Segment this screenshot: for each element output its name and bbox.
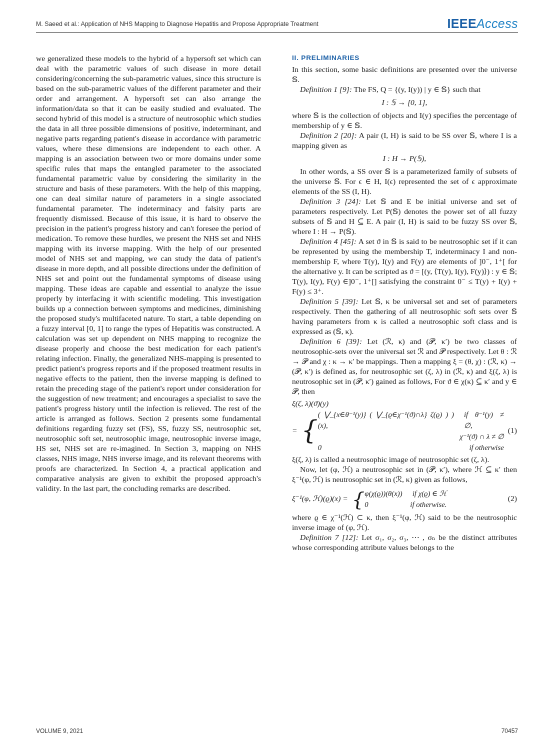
equation-1-case-3: 0	[317, 443, 322, 452]
definition-6-label: Definition 6 [39]:	[300, 337, 363, 346]
equation-2-brace: {	[351, 487, 365, 511]
definition-7-text: Let σ₁, σ₂, σ₃, ⋯ , σₙ be the distinct attributes whose corresponding attribute values belongs to the	[292, 533, 517, 552]
equation-1-cases	[318, 409, 504, 453]
equation-1	[292, 399, 517, 453]
definition-1-after: where 𝕊 is the collection of objects and I(y) specifies the percentage of membership of y ∈ 𝕊.	[292, 111, 517, 130]
definition-5-label: Definition 5 [39]:	[300, 297, 359, 306]
journal-logo	[447, 17, 518, 31]
equation-1-case-2-cond: χ⁻¹(ϑ) ∩ λ ≠ ∅	[459, 432, 504, 441]
definition-7	[292, 533, 517, 553]
header-rule	[36, 32, 518, 33]
definition-5	[292, 297, 517, 337]
definition-5-text: Let 𝕊, κ be universal set and set of parameters respectively. Then the gathering of all neutrosophic soft sets over 𝕊 having parameters from κ is called a neutrosophic soft class and is expressed as (𝕊, κ).	[292, 297, 517, 336]
after-equation-1: ξ(ζ, λ) is called a neutrosophic image of neutrosophic set (ζ, λ).	[292, 455, 490, 464]
equation-1-lhs: ξ(ζ, λ)(ϑ)(y)	[292, 399, 329, 408]
after-equation-2: where ϱ ∈ χ⁻¹(ℋ) ⊂ κ, then ξ⁻¹(φ, ℋ) said to be the neutrosophic inverse image of (φ, ℋ).	[292, 513, 517, 532]
equation-1-case-1: ( ⋁_{x∈θ⁻¹(y)} ( ⋁_{ϱ∈χ⁻¹(ϑ)∩λ} ζ(ϱ) ) )(x),	[317, 410, 454, 430]
definition-3-text: Let 𝕊 and E be initial universe and set of parameters respectively. Let P(𝕊) denotes the power set of all fuzzy subsets of 𝕊 and H ⊆ E. A pair (I, H) is said to be fuzzy SS over 𝕊, where I : H → P(𝕊).	[292, 197, 517, 236]
equation-1-equals: =	[292, 426, 298, 435]
body-paragraph: we generalized these models to the hybrid of a hypersoft set which can deal with the parametric values of such disease in more detail considering/concerning the sub-parametric values, since this structure is based on the sub-parametric values of the different parameter and their order and arrangement. A hypersoft set can also arrange the information/data so that it can be easily studied and evaluated. The second hybrid of this model is a structure of neutrosophic which studies the data in all three possible dimensions of positive, indeterminant, and negative parts regarding patient's disease in accordance with parametric values, where these dimensions are independent to each other. A mapping is an association between two or more domains under some specific rules that maps the entangled parameter to the associated fundamental parametric value by considering the similarity in the structure and basis of these parameters. With the help of this mapping, one can deal similar nature of parameters in a single associated fundamental parameter. The indeterminacy and falsity parts are frequently dismissed. Because of this issue, it is hard to observe the precision in the patient's progress history and can't foresee the period of medication. To remove these hurdles, we present the NHS set and NHS mapping with its inverse mapping. With the help of our presented model of NHS set and mapping, we can study the data of patient's disease in more depth, and all possible directions under the definition of NHS set and point out the fundamental symptoms of disease using mapping. These ideas are capable and essential to analyze the issue properly by interfacing it with scientific modeling. This investigation builds up a connection between symptoms and medicines, diminishing the proposed study's multifaceted nature. To start, a table depending on a fuzzy interval [0, 1] to range the types of Hepatitis was constructed. A calculation was set up dependent on NHS mapping to recognize the disease properly and choose the best medication for each patient's relating infection. Finally, the generalized NHS-mapping is presented to predict patient's progress reports and if the proposed treatment results in negative effects to the patient, then the inverse mapping is defined to retain the preceding stage of the patient's report under consideration for the suggestion of new treatment; and encourages a specialist to save the patient's progress history until the infection is relieved. The rest of the article is arranged as follows. Section 2 presents some fundamental definitions regarding fuzzy set (FS), SS, fuzzy SS, neutrosophic set, neutrosophic soft set, neutrosophic image, neutrosophic inverse image, HS set, NHS set are re-imagined. In Section 3, mapping on NHS classes, NHS image, NHS inverse image, and its relevant theorems with proofs are characterized. In Section 4, a practical application and comparative analysis are given to exhibit the proposed approach's validity. In the last part, the concluding remarks are described.	[36, 54, 261, 493]
section-title: II. PRELIMINARIES	[292, 55, 360, 62]
definition-1	[292, 85, 517, 95]
definition-3	[292, 197, 517, 237]
definition-1-label: Definition 1 [9]:	[300, 85, 352, 94]
equation-2-case-1: φ(χ(ϱ))(θ(x))	[364, 489, 403, 498]
section-intro: In this section, some basic definitions are presented over the universe 𝕊.	[292, 65, 517, 84]
journal-logo-access: Access	[476, 17, 518, 31]
definition-4-text: A set ϑ in 𝕊 is said to be neutrosophic set if it can be represented by using the membership T, indeterminacy I and non-membership F, where T(y), I(y) and F(y) are elements of ]0⁻, 1⁺[ for the alternative y. It can be scripted as ϑ = [(y, ⟨T(y), I(y), F(y)⟩) : y ∈ 𝕊; T(y), I(y), F(y) ∈]0⁻, 1⁺[] satisfying the constraint 0⁻ ≤ T(y) + I(y) + F(y) ≤ 3⁺.	[292, 237, 517, 296]
definition-6	[292, 337, 517, 397]
left-column	[36, 54, 261, 494]
definition-6-text: Let (ℛ, κ) and (𝒫, κ′) be two classes of neutrosophic-sets over the universal set ℛ and 𝒫 respectively. Let θ : ℛ → 𝒫 and χ : κ → κ′ be mappings. Then a mapping ξ = (θ, χ) : (ℛ, κ) → (𝒫, κ′) is defined as, for neutrosophic set (ζ, λ) in (ℛ, κ) and ξ(ζ, λ) is neutrosophic set in (𝒫, κ′) gained as follows, For ϑ ∈ χ(κ) ⊆ κ′ and y ∈ 𝒫, then	[292, 337, 517, 396]
equation-1-case-3-cond: if otherwise	[469, 443, 504, 452]
equation-1-case-1-cond: if θ⁻¹(y) ≠ ∅,	[464, 410, 504, 430]
equation-2-case-1-cond: if χ(ϱ) ∈ ℋ	[412, 489, 447, 498]
definition-2-text: A pair (I, H) is said to be SS over 𝕊, where I is a mapping given as	[292, 131, 517, 150]
running-title: M. Saeed et al.: Application of NHS Mapping to Diagnose Hepatitis and Propose Appropriate Treatment	[36, 21, 319, 28]
inverse-definition: Now, let (φ, ℋ) a neutrosophic set in (𝒫, κ′), where ℋ ⊆ κ′ then ξ⁻¹(φ, ℋ) is neutrosophic set in (ℛ, κ) given as follows,	[292, 465, 517, 484]
equation-2-cases	[365, 488, 447, 510]
equation-2-case-2-cond: if otherwise.	[410, 500, 447, 509]
equation-ss: I : H → P(𝕊),	[382, 154, 427, 163]
equation-fs: I : 𝕊 → [0, 1],	[381, 98, 428, 107]
volume-label: VOLUME 9, 2021	[36, 729, 84, 735]
equation-1-brace: {	[301, 416, 318, 446]
definition-3-label: Definition 3 [24]:	[300, 197, 362, 206]
page-header	[36, 18, 518, 32]
definition-2	[292, 131, 517, 151]
right-column	[292, 54, 517, 553]
equation-1-number: (1)	[507, 426, 517, 435]
journal-logo-ieee: IEEE	[447, 17, 477, 31]
definition-4-label: Definition 4 [45]:	[300, 237, 357, 246]
definition-2-label: Definition 2 [20]:	[300, 131, 357, 140]
equation-2	[292, 488, 517, 510]
equation-2-lhs: ξ⁻¹(φ, ℋ)(ϱ)(x) =	[292, 494, 348, 503]
definition-7-label: Definition 7 [12]:	[300, 533, 359, 542]
definition-1-text: The FS, Q = {(y, I(y)) | y ∈ 𝕊} such that	[353, 85, 481, 94]
page-number: 70457	[501, 729, 518, 735]
equation-2-case-2: 0	[364, 500, 369, 509]
definition-2-after: In other words, a SS over 𝕊 is a parameterized family of subsets of the universe 𝕊. For ϵ ∈ H, I(ϵ) represented the set of ϵ approximate elements of the SS (I, H).	[292, 167, 517, 196]
equation-2-number: (2)	[507, 494, 517, 503]
definition-4	[292, 237, 517, 297]
